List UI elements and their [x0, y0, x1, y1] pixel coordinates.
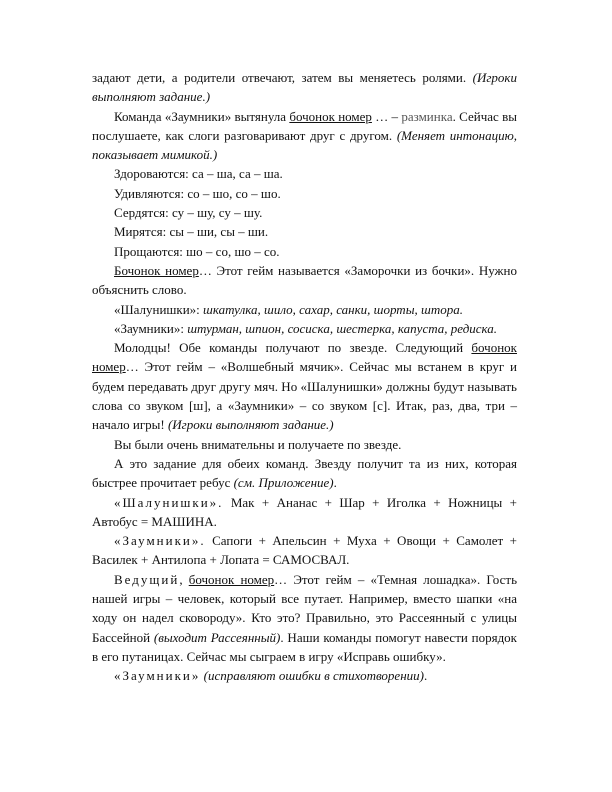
paragraph-11: [92, 570, 517, 666]
text: Молодцы! Обе команды получают по звезде. Следующий: [114, 340, 472, 356]
team-name: «Заумники».: [114, 533, 206, 549]
text: ,: [179, 571, 189, 587]
syllable-line: Мирятся: сы – ши, сы – ши.: [114, 224, 269, 240]
word-list: штурман, шпион, сосиска, шестерка, капуста, редиска.: [187, 320, 498, 336]
stage-direction: (Меняет интонацию, показывает мимикой.): [92, 127, 517, 163]
syllable-line: Прощаются: шо – со, шо – со.: [114, 243, 280, 259]
text: . Сейчас вы послушаете, как слоги разговаривают друг с другом.: [92, 108, 517, 143]
syllable-line: Сердятся: су – шу, су – шу.: [114, 205, 263, 221]
warmup-label: разминка: [401, 108, 453, 124]
text: А это задание для обеих команд. Звезду получит та из них, которая быстрее прочитает ребус: [92, 455, 517, 491]
paragraph-4: [92, 300, 517, 319]
text: Команда «Заумники» вытянула: [114, 108, 290, 124]
stage-direction: (исправляют ошибки в стихотворении): [203, 668, 424, 684]
paragraph-8: [92, 454, 517, 493]
text: … –: [371, 108, 402, 124]
paragraph-1: [92, 68, 517, 107]
text: … Этот гейм называется «Заморочки из бочки». Нужно объяснить слово.: [92, 262, 517, 298]
barrel-number: бочонок номер: [92, 340, 517, 375]
team-name: «Заумники»:: [114, 320, 188, 336]
paragraph-10: [92, 531, 517, 570]
rebus-answer: Мак + Ананас + Шар + Иголка + Ножницы + Автобус = МАШИНА.: [92, 494, 517, 529]
barrel-number: бочонок номер: [289, 108, 372, 124]
barrel-number: Бочонок номер: [114, 262, 199, 278]
text: задают дети, а родители отвечают, затем вы меняетесь ролями.: [92, 70, 467, 85]
paragraph-7: Вы были очень внимательны и получаете по звезде.: [114, 436, 402, 452]
paragraph-6: [92, 338, 517, 434]
text: … Этот гейм – «Волшебный мячик». Сейчас мы встанем в круг и будем передавать друг другу мяч. Но «Шалунишки» должны будут называть слова со звуком [ш], а «Заумники» – со звуком [с]. Итак, раз, два, три – начало игры!: [92, 359, 517, 433]
paragraph-2: [92, 107, 517, 165]
barrel-number: бочонок номер: [188, 571, 275, 587]
stage-direction: (выходит Рассеянный): [153, 629, 281, 645]
text: .: [423, 668, 428, 684]
paragraph-5: [92, 319, 517, 338]
text: … Этот гейм – «Темная лошадка». Гость нашей игры – человек, который все путает. Например, вместо шапки «на ходу он надел сковороду». Кто это? Правильно, это Рассеянный с улицы Бассейной: [92, 571, 518, 645]
team-name: «Шалунишки»:: [114, 301, 204, 317]
text: .: [333, 475, 337, 491]
paragraph-12: [92, 666, 517, 685]
stage-direction: (Игроки выполняют задание.): [92, 70, 517, 105]
rebus-answer: Сапоги + Апельсин + Муха + Овощи + Самолет + Василек + Антилопа + Лопата = САМОСВАЛ.: [92, 533, 517, 568]
host-label: Ведущий: [114, 571, 180, 587]
team-name: «Заумники»: [114, 668, 201, 684]
text: . Наши команды помогут навести порядок в его путаницах. Сейчас мы сыграем в игру «Исправь ошибку».: [92, 629, 517, 664]
stage-direction: (см. Приложение): [233, 475, 334, 491]
stage-direction: (Игроки выполняют задание.): [167, 417, 334, 433]
team-name: «Шалунишки».: [114, 494, 224, 510]
word-list: шкатулка, шило, сахар, санки, шорты, штора.: [203, 301, 463, 317]
syllable-line: Здороваются: са – ша, са – ша.: [114, 166, 283, 182]
paragraph-3: [92, 261, 517, 300]
paragraph-9: [92, 493, 517, 532]
syllable-line: Удивляются: со – шо, со – шо.: [114, 185, 281, 201]
